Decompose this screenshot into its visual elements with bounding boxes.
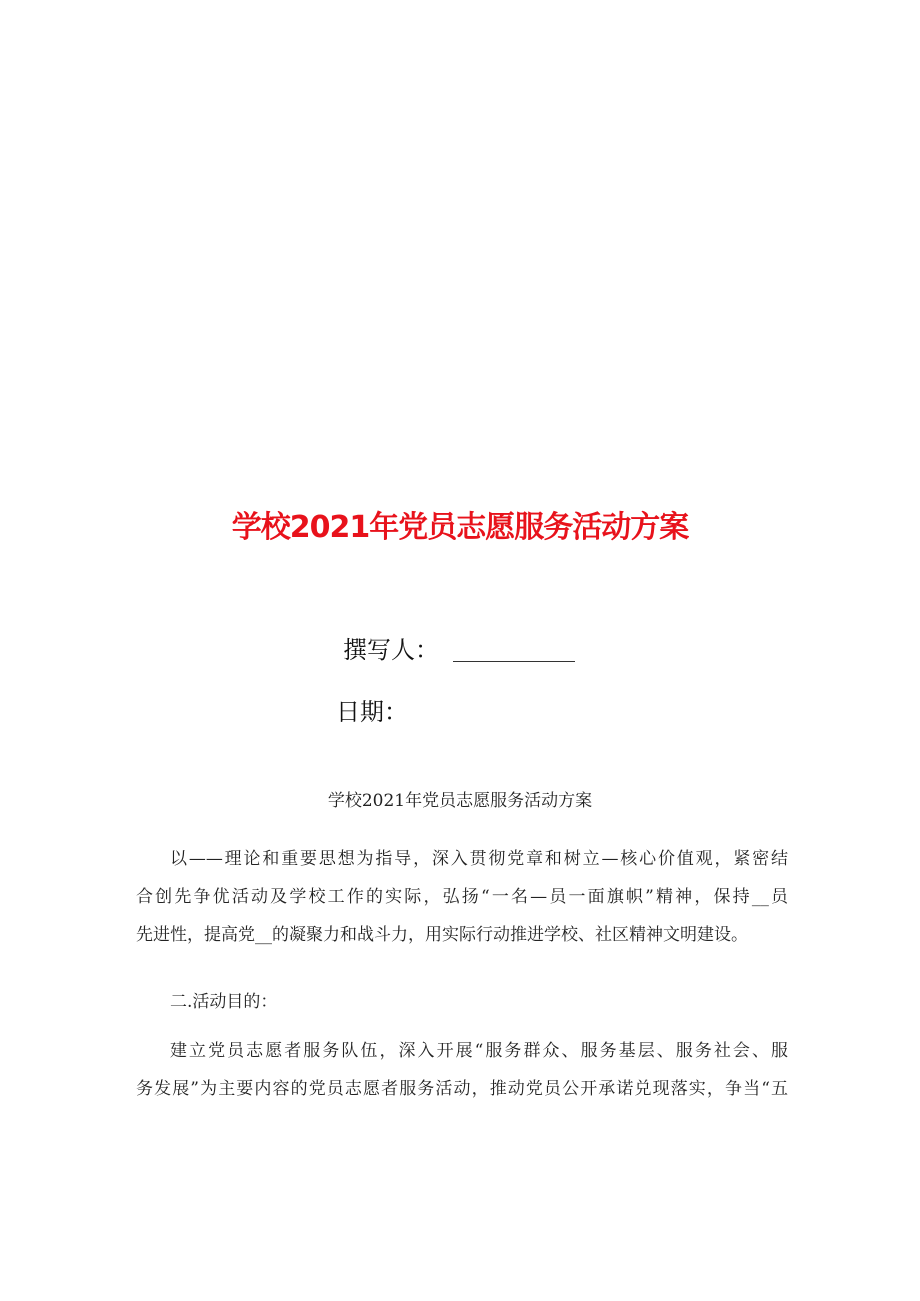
author-label: 撰写人： (343, 636, 439, 664)
section-heading (136, 983, 788, 1021)
date-label: 日期： (336, 698, 408, 726)
document-title: 学校2021年党员志愿服务活动方案 (327, 791, 593, 811)
section-2-heading: 二.活动目的： (170, 992, 278, 1012)
cover-title: 学校2021年党员志愿服务活动方案 (231, 510, 689, 545)
paragraph-line: 务发展”为主要内容的党员志愿者服务活动，推动党员公开承诺兑现落实，争当“五 (136, 1079, 788, 1099)
paragraph-line: 先进性，提高党__的凝聚力和战斗力，用实际行动推进学校、社区精神文明建设。 (136, 925, 748, 945)
paragraph-1 (136, 840, 788, 954)
author-blank-line (453, 633, 575, 662)
paragraph-line: 合创先争优活动及学校工作的实际，弘扬“一名—员一面旗帜”精神，保持__员 (136, 887, 788, 907)
paragraph-3 (136, 1032, 788, 1108)
author-row (343, 628, 575, 668)
paragraph-line: 以——理论和重要思想为指导，深入贯彻党章和树立—核心价值观，紧密结 (170, 849, 788, 869)
paragraph-line: 建立党员志愿者服务队伍，深入开展“服务群众、服务基层、服务社会、服 (170, 1041, 788, 1061)
